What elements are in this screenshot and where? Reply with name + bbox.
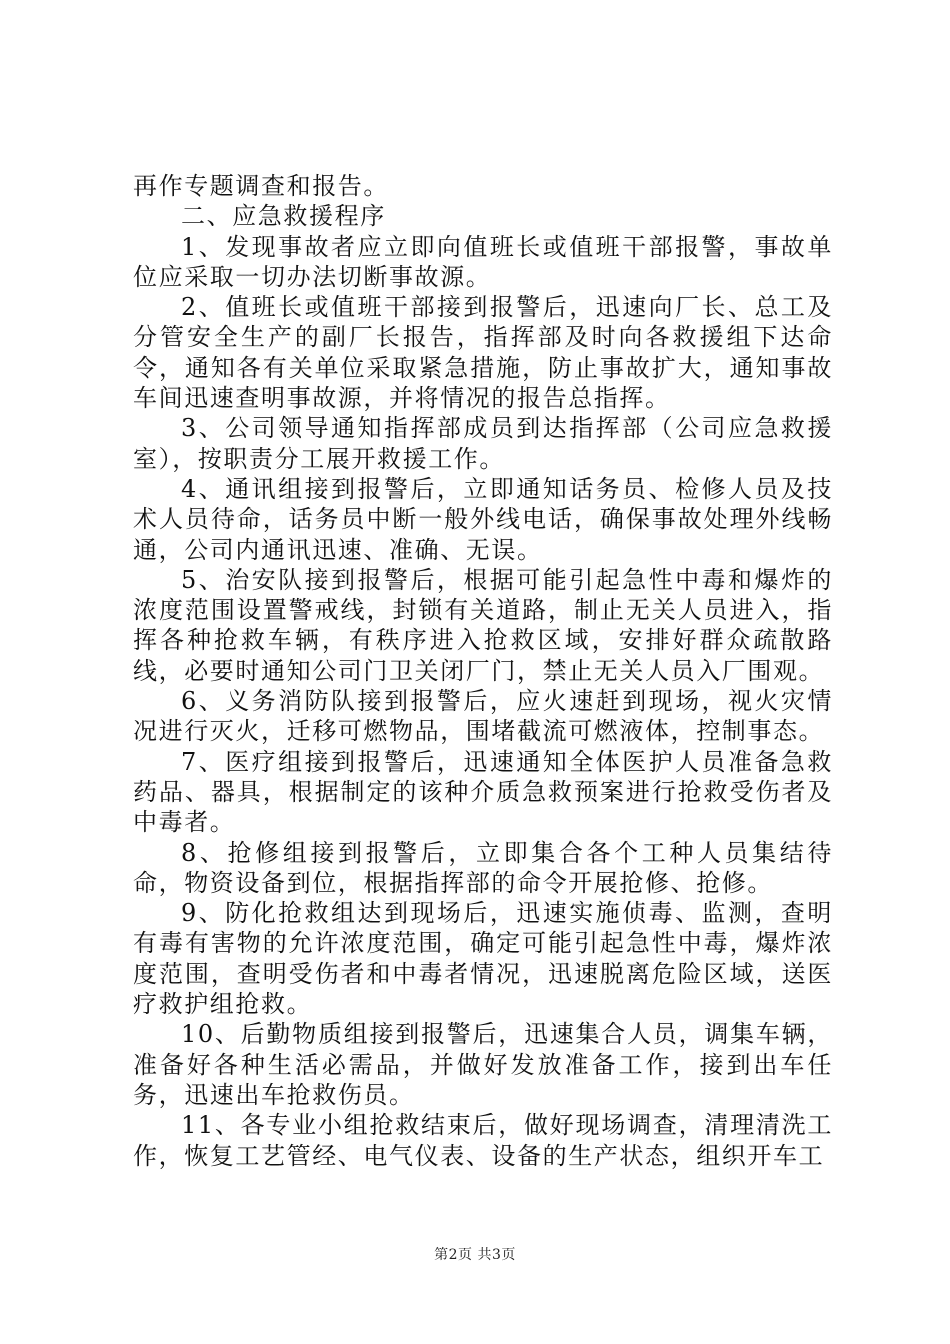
procedure-item-1: 1、发现事故者应立即向值班长或值班干部报警，事故单位应采取一切办法切断事故源。 — [133, 232, 833, 291]
document-body — [133, 171, 833, 1171]
procedure-item-9: 9、防化抢救组达到现场后，迅速实施侦毒、监测，查明有毒有害物的允许浓度范围，确定可能引起急性中毒，爆炸浓度范围，查明受伤者和中毒者情况，迅速脱离危险区域，送医疗救护组抢救。 — [133, 899, 833, 1019]
page-number-label: 第2页 共3页 — [434, 1247, 516, 1263]
paragraph-continuation: 再作专题调查和报告。 — [133, 172, 389, 200]
procedure-item-3: 3、公司领导通知指挥部成员到达指挥部（公司应急救援室），按职责分工展开救援工作。 — [133, 414, 833, 473]
procedure-item-4: 4、通讯组接到报警后，立即通知话务员、检修人员及技术人员待命，话务员中断一般外线电话，确保事故处理外线畅通，公司内通讯迅速、准确、无误。 — [133, 474, 833, 564]
procedure-item-5: 5、治安队接到报警后，根据可能引起急性中毒和爆炸的浓度范围设置警戒线，封锁有关道路，制止无关人员进入，指挥各种抢救车辆，有秩序进入抢救区域，安排好群众疏散路线，必要时通知公司门卫关闭厂门，禁止无关人员入厂围观。 — [133, 565, 833, 685]
page-footer — [0, 1244, 950, 1264]
procedure-item-10: 10、后勤物质组接到报警后，迅速集合人员，调集车辆，准备好各种生活必需品，并做好发放准备工作，接到出车任务，迅速出车抢救伤员。 — [133, 1020, 833, 1109]
procedure-item-11: 11、各专业小组抢救结束后，做好现场调查，清理清洗工作，恢复工艺管经、电气仪表、设备的生产状态，组织开车工 — [133, 1111, 833, 1170]
procedure-item-7: 7、医疗组接到报警后，迅速通知全体医护人员准备急救药品、器具，根据制定的该种介质急救预案进行抢救受伤者及中毒者。 — [133, 747, 833, 837]
procedure-item-8: 8、抢修组接到报警后，立即集合各个工种人员集结待命，物资设备到位，根据指挥部的命令开展抢修、抢修。 — [133, 838, 833, 897]
procedure-item-2: 2、值班长或值班干部接到报警后，迅速向厂长、总工及分管安全生产的副厂长报告，指挥部及时向各救援组下达命令，通知各有关单位采取紧急措施，防止事故扩大，通知事故车间迅速查明事故源，并将情况的报告总指挥。 — [133, 293, 833, 413]
procedure-item-6: 6、义务消防队接到报警后，应火速赶到现场，视火灾情况进行灭火，迁移可燃物品，围堵截流可燃液体，控制事态。 — [133, 687, 833, 746]
section-heading: 二、应急救援程序 — [181, 202, 386, 231]
